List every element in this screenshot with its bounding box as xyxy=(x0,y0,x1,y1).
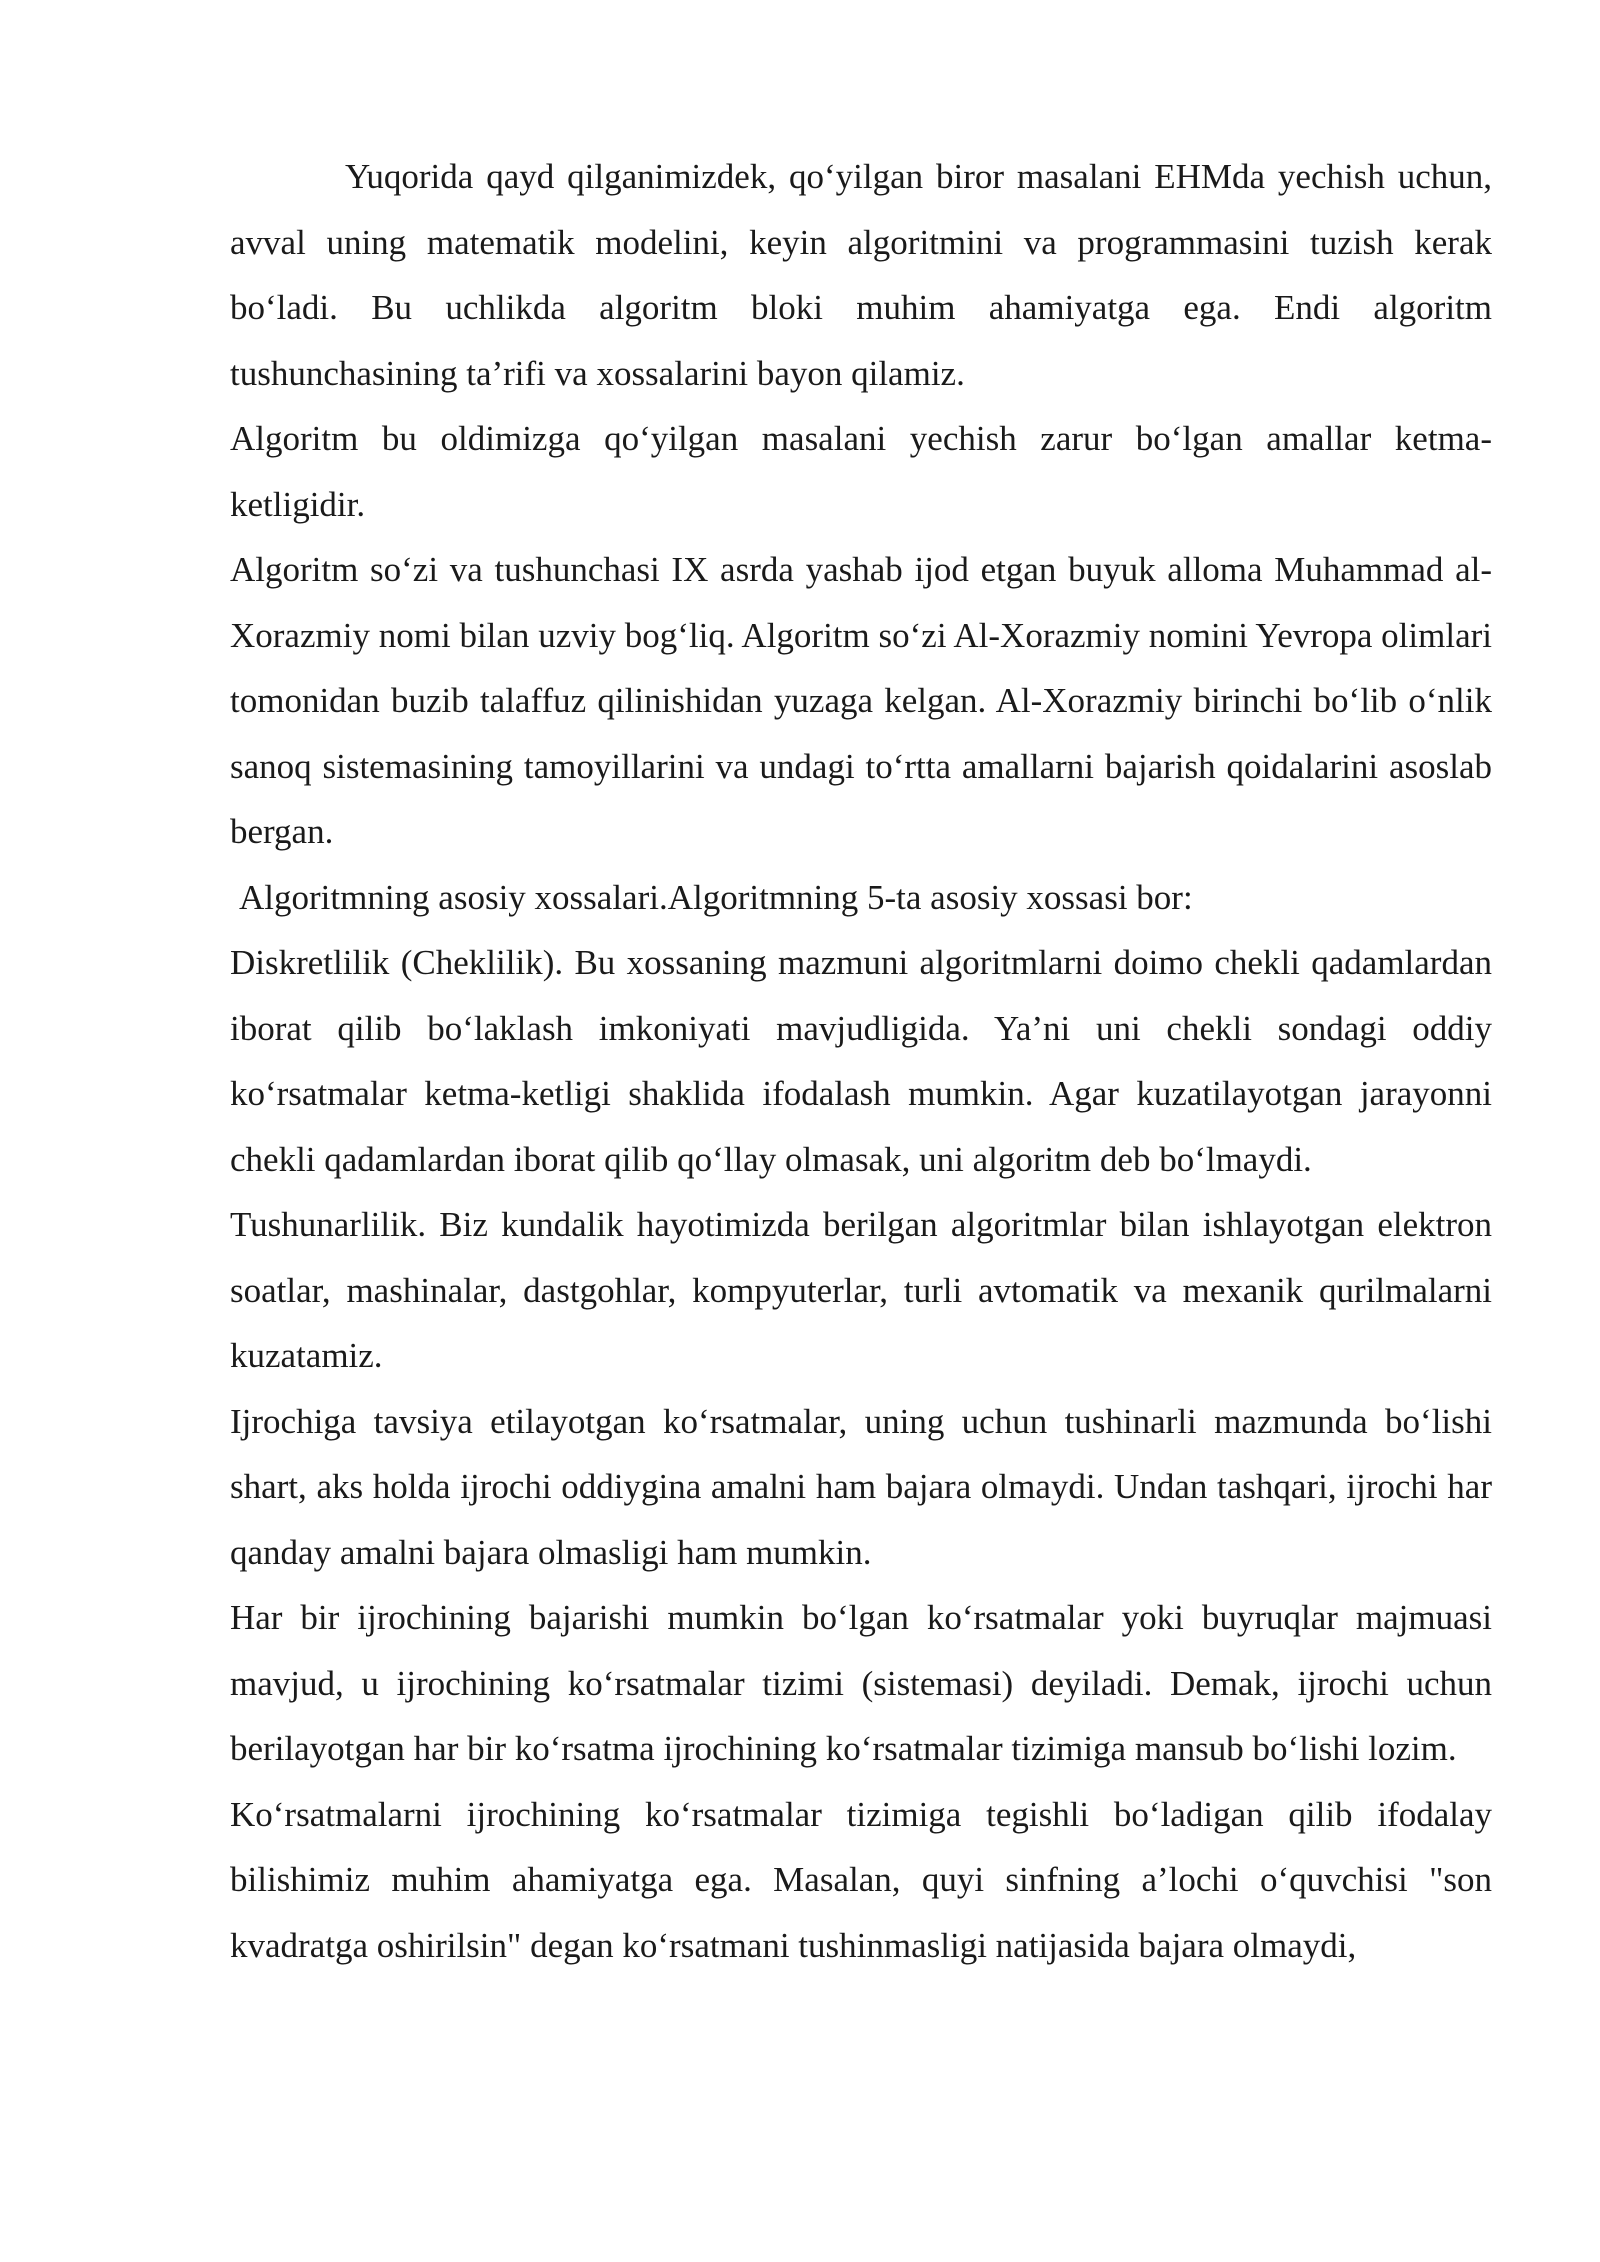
body-text xyxy=(230,144,1492,1978)
paragraph-algorithm-definition: Algoritm bu oldimizga qo‘yilgan masalani yechish zarur bo‘lgan amallar ketma-ketligidir. xyxy=(230,419,1492,524)
paragraph-understandability: Tushunarlilik. Biz kundalik hayotimizda berilgan algoritmlar bilan ishlayotgan elektron soatlar, mashinalar, dastgohlar, kompyuterlar, turli avtomatik va mexanik qurilmalarni kuzatamiz. xyxy=(230,1205,1492,1375)
paragraph-instruction-system: Har bir ijrochining bajarishi mumkin bo‘lgan ko‘rsatmalar yoki buyruqlar majmuasi mavjud, u ijrochining ko‘rsatmalar tizimi (sistemasi) deyiladi. Demak, ijrochi uchun berilayotgan har bir ko‘rsatma ijrochining ko‘rsatmalar tizimiga mansub bo‘lishi lozim. xyxy=(230,1598,1492,1768)
paragraph-algorithm-origin: Algoritm so‘zi va tushunchasi IX asrda yashab ijod etgan buyuk alloma Muhammad al-Xorazmiy nomi bilan uzviy bog‘liq. Algoritm so‘zi Al-Xorazmiy nomini Yevropa olimlari tomonidan buzib talaffuz qilinishidan yuzaga kelgan. Al-Xorazmiy birinchi bo‘lib o‘nlik sanoq sistemasining tamoyillarini va undagi to‘rtta amallarni bajarish qoidalarini asoslab bergan. xyxy=(230,550,1492,851)
paragraph-executor-instructions: Ijrochiga tavsiya etilayotgan ko‘rsatmalar, uning uchun tushinarli mazmunda bo‘lishi shart, aks holda ijrochi oddiygina amalni ham bajara olmaydi. Undan tashqari, ijrochi har qanday amalni bajara olmasligi ham mumkin. xyxy=(230,1401,1492,1572)
paragraph-properties-heading: Algoritmning asosiy xossalari.Algoritmning 5-ta asosiy xossasi bor: xyxy=(239,877,1193,917)
paragraph-intro: Yuqorida qayd qilganimizdek, qo‘yilgan biror masalani EHMda yechish uchun, avval uning matematik modelini, keyin algoritmini va programmasini tuzish kerak bo‘ladi. Bu uchlikda algoritm bloki muhim ahamiyatga ega. Endi algoritm tushunchasining ta’rifi va xossalarini bayon qilamiz. xyxy=(230,157,1492,393)
paragraph-instruction-example: Ko‘rsatmalarni ijrochining ko‘rsatmalar tizimiga tegishli bo‘ladigan qilib ifodalay bilishimiz muhim ahamiyatga ega. Masalan, quyi sinfning a’lochi o‘quvchisi "son kvadratga oshirilsin" degan ko‘rsatmani tushinmasligi natijasida bajara olmaydi, xyxy=(230,1794,1492,1965)
paragraph-discreteness: Diskretlilik (Cheklilik). Bu xossaning mazmuni algoritmlarni doimo chekli qadamlardan iborat qilib bo‘laklash imkoniyati mavjudligida. Ya’ni uni chekli sondagi oddiy ko‘rsatmalar ketma-ketligi shaklida ifodalash mumkin. Agar kuzatilayotgan jarayonni chekli qadamlardan iborat qilib qo‘llay olmasak, uni algoritm deb bo‘lmaydi. xyxy=(230,943,1492,1179)
